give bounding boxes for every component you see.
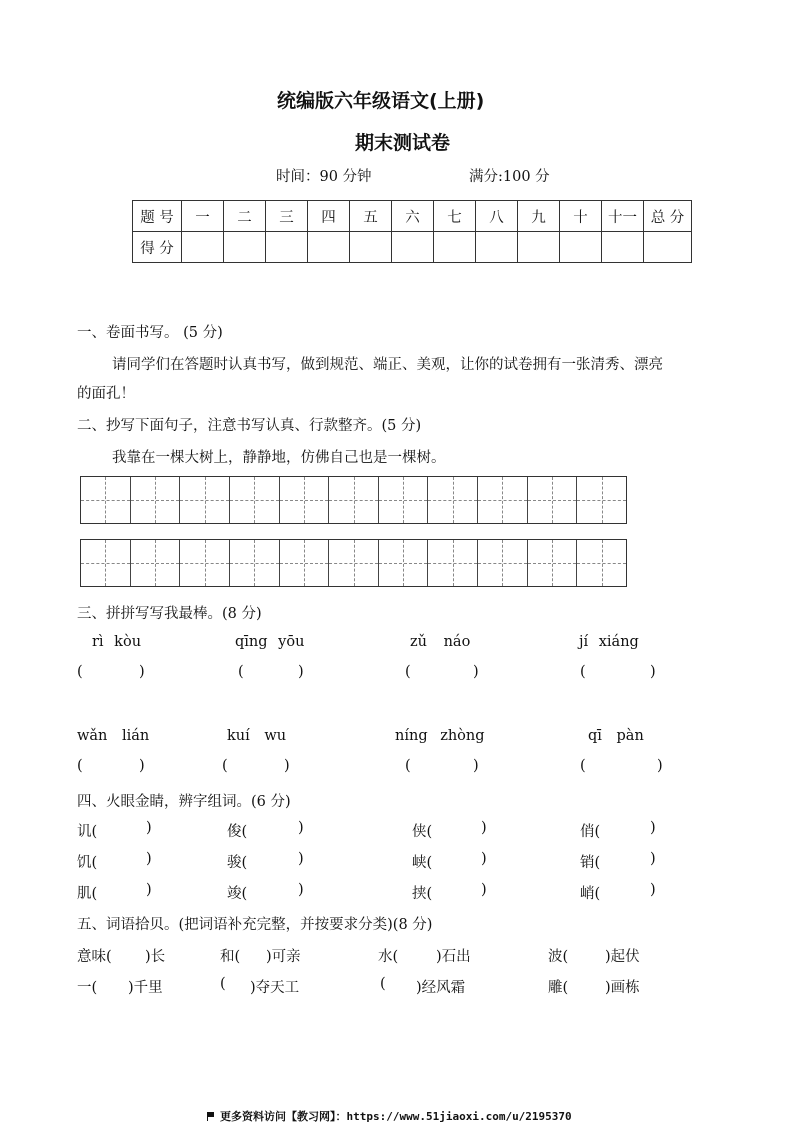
idiom-part[interactable]: 雕( xyxy=(548,980,569,996)
idiom-part[interactable]: 意味( xyxy=(77,949,112,965)
answer-paren-close[interactable]: ) xyxy=(657,758,663,774)
answer-paren-open[interactable]: ( xyxy=(405,758,411,774)
score-input-cell[interactable] xyxy=(476,232,518,263)
q2-sentence: 我靠在一棵大树上，静静地，仿佛自己也是一棵树。 xyxy=(112,450,446,466)
char-item[interactable]: 饥( xyxy=(77,855,98,871)
q1-instruction-line2: 的面孔！ xyxy=(77,386,135,402)
idiom-part[interactable]: )可亲 xyxy=(266,949,301,965)
writing-grid-2[interactable] xyxy=(80,539,627,587)
score-input-cell[interactable] xyxy=(602,232,644,263)
score-table-cell: 题 号 xyxy=(133,201,182,232)
score-table-cell: 十 xyxy=(560,201,602,232)
char-item[interactable]: 讥( xyxy=(77,824,98,840)
answer-paren-close[interactable]: ) xyxy=(146,820,152,836)
writing-grid-1[interactable] xyxy=(80,476,627,524)
pinyin-item: qī pàn xyxy=(588,728,644,744)
exam-time: 时间：90 分钟 xyxy=(276,169,372,185)
score-table-cell: 总 分 xyxy=(644,201,692,232)
exam-full-score: 满分:100 分 xyxy=(469,169,550,185)
flag-icon xyxy=(207,1112,216,1121)
answer-paren-open[interactable]: ( xyxy=(405,664,411,680)
idiom-part[interactable]: )石出 xyxy=(436,949,471,965)
score-table-cell: 四 xyxy=(308,201,350,232)
score-input-cell[interactable] xyxy=(182,232,224,263)
score-input-cell[interactable] xyxy=(308,232,350,263)
score-table-header-row xyxy=(133,201,692,232)
q2-heading: 二、抄写下面句子，注意书写认真、行款整齐。(5 分) xyxy=(77,418,422,434)
pinyin-item: níng zhòng xyxy=(395,728,485,744)
answer-paren-close[interactable]: ) xyxy=(481,820,487,836)
score-table-cell: 六 xyxy=(392,201,434,232)
score-input-cell[interactable] xyxy=(350,232,392,263)
q5-heading: 五、词语拾贝。(把词语补充完整，并按要求分类)(8 分) xyxy=(77,917,433,933)
footer-link[interactable]: 更多资料访问【教习网】：https://www.51jiaoxi.com/u/2195370 xyxy=(220,1110,572,1123)
answer-paren-close[interactable]: ) xyxy=(284,758,290,774)
pinyin-item: wǎn lián xyxy=(77,728,150,744)
idiom-part[interactable]: ( xyxy=(220,976,226,992)
answer-paren-close[interactable]: ) xyxy=(298,664,304,680)
answer-paren-close[interactable]: ) xyxy=(298,882,304,898)
answer-paren-close[interactable]: ) xyxy=(139,664,145,680)
answer-paren-close[interactable]: ) xyxy=(298,820,304,836)
q1-instruction-line1: 请同学们在答题时认真书写，做到规范、端正、美观，让你的试卷拥有一张清秀、漂亮 xyxy=(112,357,663,373)
q1-heading: 一、卷面书写。 (5 分) xyxy=(77,325,223,341)
char-item[interactable]: 峡( xyxy=(412,855,433,871)
score-table-cell: 三 xyxy=(266,201,308,232)
answer-paren-close[interactable]: ) xyxy=(650,664,656,680)
char-item[interactable]: 侠( xyxy=(412,824,433,840)
idiom-part[interactable]: )夺天工 xyxy=(250,980,300,996)
answer-paren-close[interactable]: ) xyxy=(473,664,479,680)
idiom-part[interactable]: 水( xyxy=(378,949,399,965)
answer-paren-close[interactable]: ) xyxy=(473,758,479,774)
score-input-cell[interactable] xyxy=(224,232,266,263)
answer-paren-close[interactable]: ) xyxy=(650,851,656,867)
char-item[interactable]: 肌( xyxy=(77,886,98,902)
answer-paren-open[interactable]: ( xyxy=(238,664,244,680)
score-table-cell: 九 xyxy=(518,201,560,232)
answer-paren-open[interactable]: ( xyxy=(77,758,83,774)
score-table-cell: 一 xyxy=(182,201,224,232)
idiom-part[interactable]: 和( xyxy=(220,949,241,965)
idiom-part[interactable]: )长 xyxy=(145,949,166,965)
paper-title: 统编版六年级语文(上册) xyxy=(277,90,485,112)
idiom-part[interactable]: 波( xyxy=(548,949,569,965)
pinyin-item: kuí wu xyxy=(227,728,287,744)
idiom-part[interactable]: )画栋 xyxy=(605,980,640,996)
score-table-score-row xyxy=(133,232,692,263)
score-input-cell[interactable] xyxy=(560,232,602,263)
footer xyxy=(207,1108,572,1124)
char-item[interactable]: 俏( xyxy=(580,824,601,840)
score-table-cell: 七 xyxy=(434,201,476,232)
answer-paren-close[interactable]: ) xyxy=(146,882,152,898)
answer-paren-close[interactable]: ) xyxy=(298,851,304,867)
answer-paren-close[interactable]: ) xyxy=(481,851,487,867)
score-row-label: 得 分 xyxy=(133,232,182,263)
char-item[interactable]: 挟( xyxy=(412,886,433,902)
idiom-part[interactable]: 一( xyxy=(77,980,98,996)
char-item[interactable]: 峭( xyxy=(580,886,601,902)
answer-paren-close[interactable]: ) xyxy=(146,851,152,867)
answer-paren-open[interactable]: ( xyxy=(222,758,228,774)
idiom-part[interactable]: )千里 xyxy=(128,980,163,996)
score-input-cell[interactable] xyxy=(518,232,560,263)
answer-paren-open[interactable]: ( xyxy=(580,758,586,774)
idiom-part[interactable]: )经风霜 xyxy=(416,980,466,996)
q3-heading: 三、拼拼写写我最棒。(8 分) xyxy=(77,606,262,622)
char-item[interactable]: 骏( xyxy=(227,855,248,871)
score-input-cell[interactable] xyxy=(644,232,692,263)
idiom-part[interactable]: )起伏 xyxy=(605,949,640,965)
pinyin-item: zǔ náo xyxy=(410,634,471,650)
char-item[interactable]: 销( xyxy=(580,855,601,871)
answer-paren-close[interactable]: ) xyxy=(650,820,656,836)
score-input-cell[interactable] xyxy=(266,232,308,263)
answer-paren-open[interactable]: ( xyxy=(77,664,83,680)
char-item[interactable]: 俊( xyxy=(227,824,248,840)
pinyin-item: rì kòu xyxy=(92,634,142,650)
pinyin-item: qīng yōu xyxy=(235,634,305,650)
idiom-part[interactable]: ( xyxy=(380,976,386,992)
answer-paren-close[interactable]: ) xyxy=(650,882,656,898)
score-table-cell: 八 xyxy=(476,201,518,232)
answer-paren-close[interactable]: ) xyxy=(481,882,487,898)
score-table-cell: 十一 xyxy=(602,201,644,232)
char-item[interactable]: 竣( xyxy=(227,886,248,902)
score-input-cell[interactable] xyxy=(392,232,434,263)
answer-paren-open[interactable]: ( xyxy=(580,664,586,680)
score-table-cell: 二 xyxy=(224,201,266,232)
answer-paren-close[interactable]: ) xyxy=(139,758,145,774)
paper-subtitle: 期末测试卷 xyxy=(355,132,451,154)
q4-heading: 四、火眼金睛，辨字组词。(6 分) xyxy=(77,794,291,810)
score-table xyxy=(132,200,692,263)
score-table-cell: 五 xyxy=(350,201,392,232)
pinyin-item: jí xiáng xyxy=(579,634,639,650)
score-input-cell[interactable] xyxy=(434,232,476,263)
